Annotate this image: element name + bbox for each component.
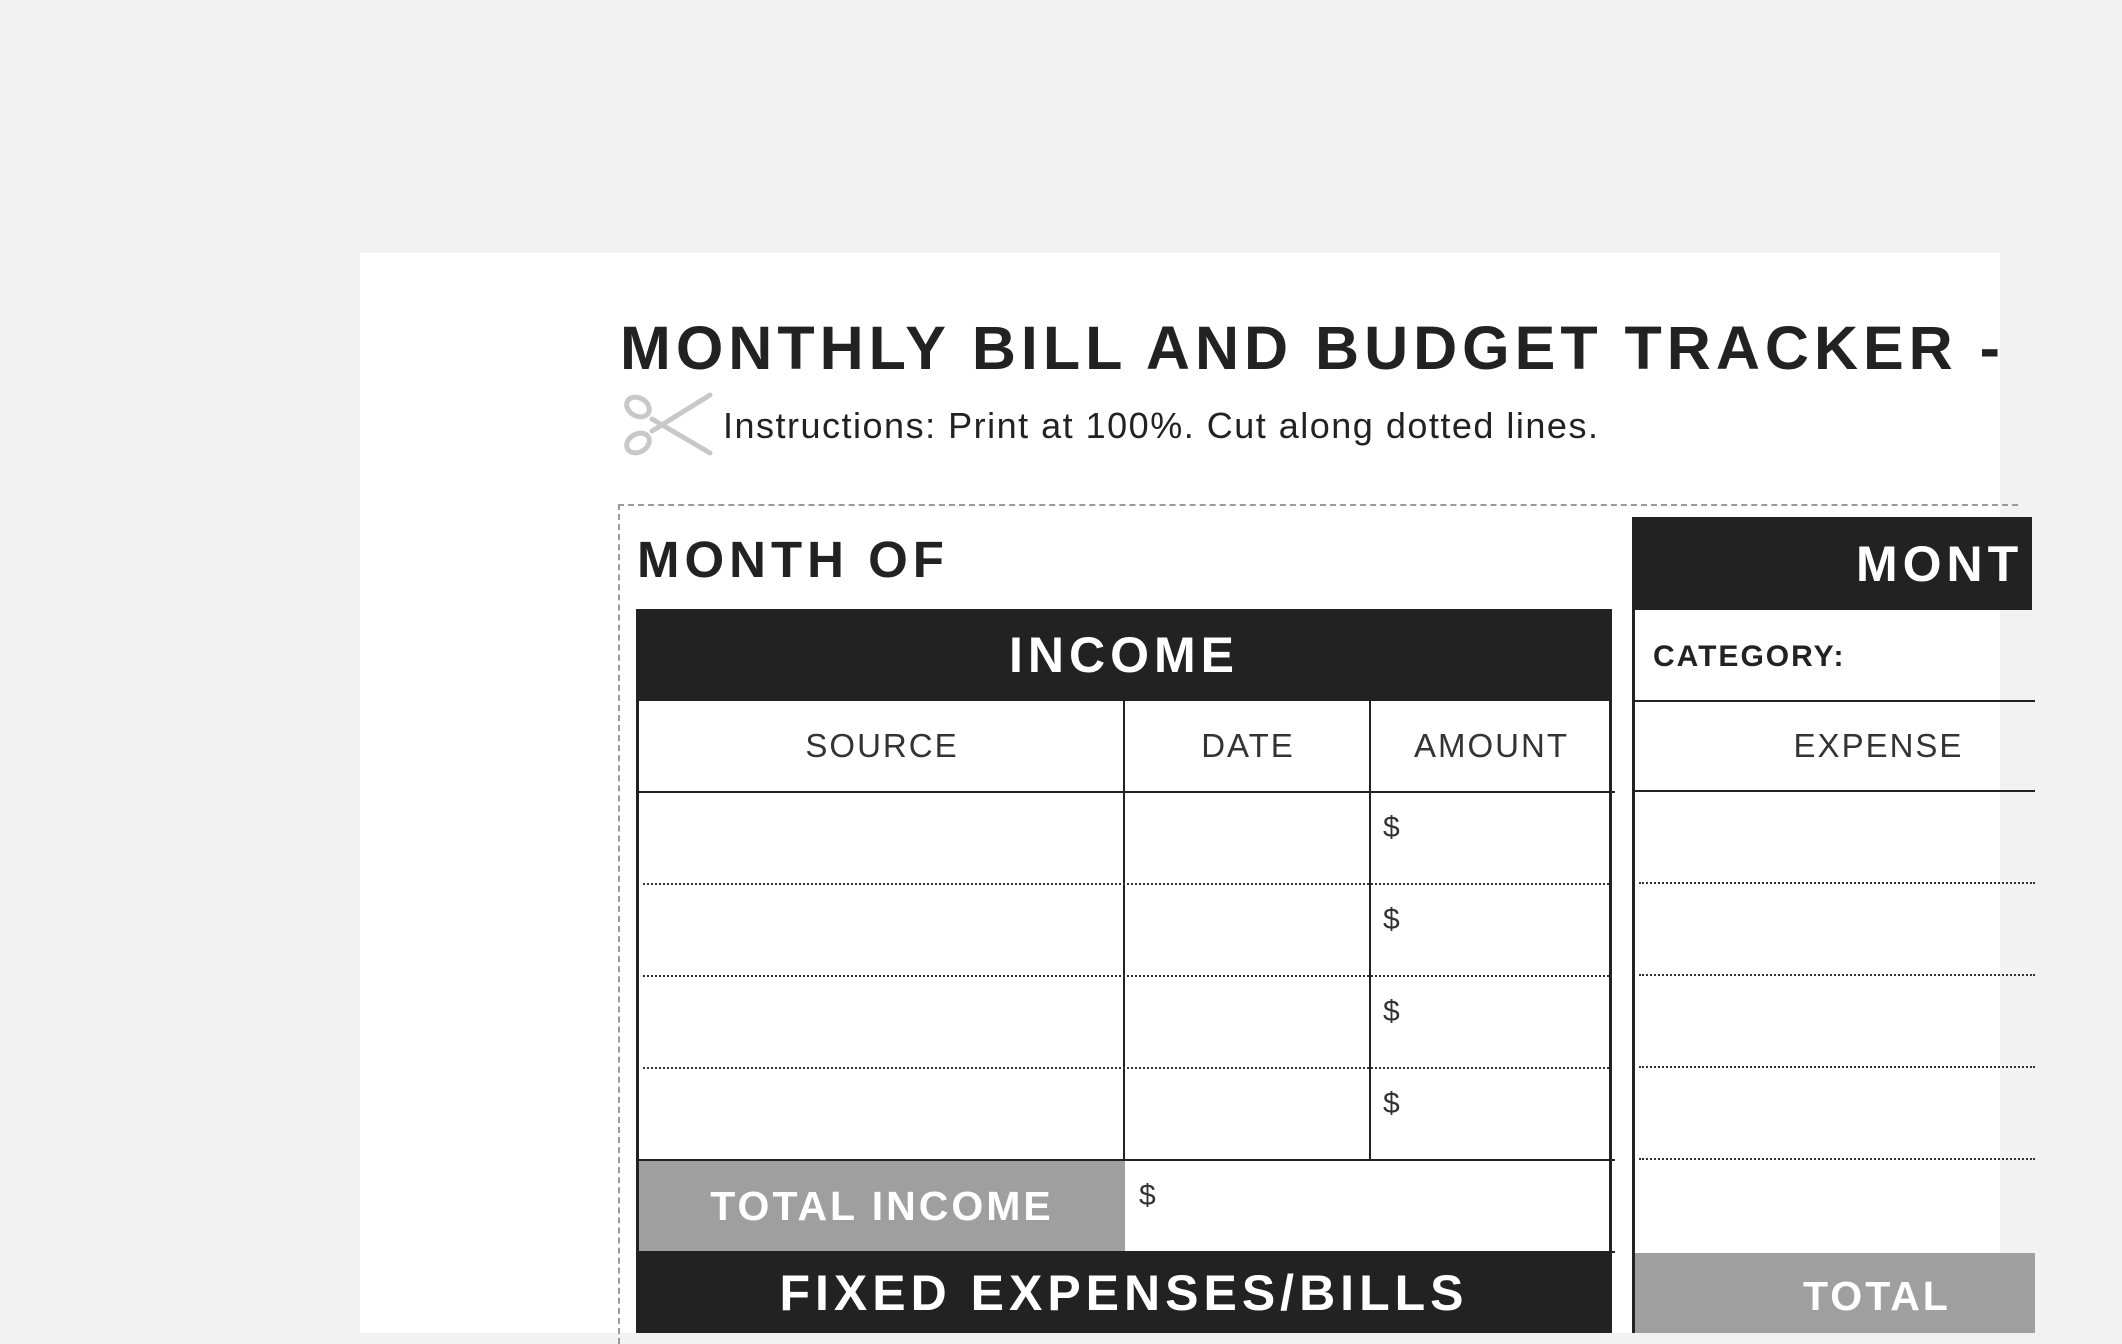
row-divider [643, 975, 1609, 977]
row-divider [643, 883, 1609, 885]
instructions-text: Instructions: Print at 100%. Cut along dotted lines. [723, 405, 1600, 446]
expense-tracker-panel [1632, 517, 2032, 1333]
expense-panel-header [1632, 517, 2032, 610]
expense-grid [1632, 610, 2032, 1333]
income-grid [636, 701, 1612, 1253]
expense-total-band [1635, 1253, 2035, 1333]
header-divider [1635, 790, 2035, 792]
category-label: CATEGORY: [1653, 640, 1846, 673]
total-income-label: TOTAL INCOME [639, 1161, 1125, 1251]
income-table [636, 609, 1612, 1333]
expense-total-label: TOTAL [1803, 1273, 1951, 1319]
column-header-amount: AMOUNT [1414, 727, 1569, 764]
currency-symbol: $ [1383, 995, 1400, 1028]
cut-line-top [618, 504, 2018, 506]
header-divider [639, 791, 1615, 793]
month-of-label: MONTH OF [637, 531, 949, 588]
column-header-source: SOURCE [805, 727, 959, 764]
row-divider [1639, 882, 2035, 884]
printable-page [360, 253, 2024, 1333]
expense-panel-title: MONT [1856, 536, 2024, 592]
column-header-date: DATE [1201, 727, 1295, 764]
currency-symbol: $ [1383, 811, 1400, 844]
currency-symbol: $ [1383, 1087, 1400, 1120]
column-divider-2 [1369, 701, 1371, 1161]
row-divider [643, 1067, 1609, 1069]
scissors-icon [622, 391, 714, 457]
row-divider [1639, 1158, 2035, 1160]
cut-line-left [618, 504, 620, 1344]
row-divider [1639, 1066, 2035, 1068]
total-income-currency: $ [1139, 1179, 1156, 1212]
column-header-expense: EXPENSE [1793, 727, 1964, 764]
row-divider [1639, 974, 2035, 976]
page-title: MONTHLY BILL AND BUDGET TRACKER - [620, 314, 2005, 382]
income-header: INCOME [636, 609, 1612, 701]
currency-symbol: $ [1383, 903, 1400, 936]
fixed-expenses-header: FIXED EXPENSES/BILLS [636, 1253, 1612, 1333]
